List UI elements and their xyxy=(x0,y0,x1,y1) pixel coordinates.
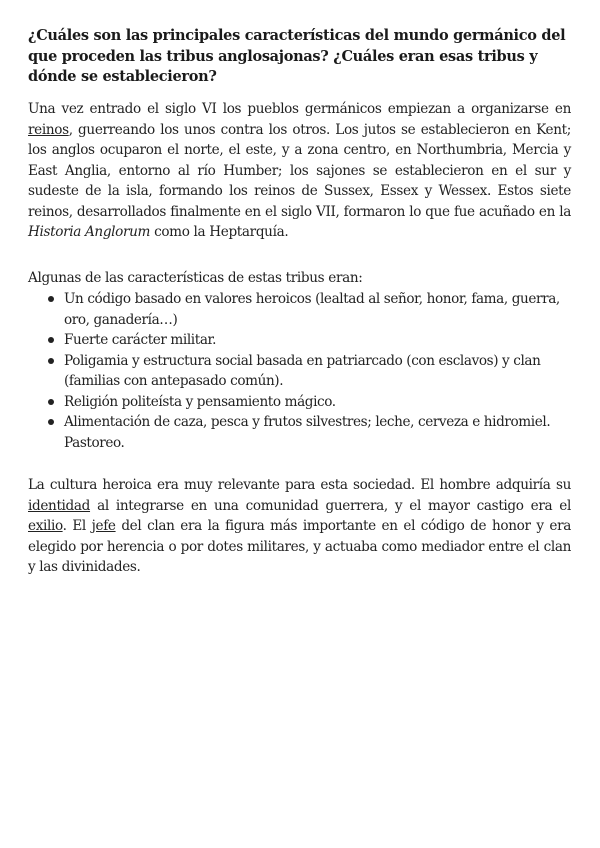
bullet-icon xyxy=(48,296,54,302)
list-item xyxy=(28,412,568,453)
list-item-text: Un código basado en valores heroicos (lealtad al señor, honor, fama, guerra, oro, ganadería…) xyxy=(64,291,560,328)
paragraph3-text-b: al integrarse en una comunidad guerrera, y el mayor castigo era el xyxy=(90,497,571,514)
paragraph1-text-a: Una vez entrado el siglo VI los pueblos germánicos empiezan a organizarse en xyxy=(28,101,571,117)
paragraph3-text-c: . El xyxy=(62,518,92,534)
characteristics-intro: Algunas de las características de estas tribus eran: xyxy=(28,270,363,286)
list-item xyxy=(28,330,568,351)
paragraph3-text-d: del clan era la figura más importante en el código de honor y era elegido por herencia o por dotes militares, y actuaba como mediador entre el clan y las divinidades. xyxy=(28,518,571,575)
identidad-link[interactable]: identidad xyxy=(28,497,91,514)
paragraph3-text-a: La cultura heroica era muy relevante para esta sociedad. El hombre adquiría su xyxy=(28,477,571,493)
list-item-text: Poligamia y estructura social basada en patriarcado (con esclavos) y clan (familias con antepasado común). xyxy=(64,352,541,389)
paragraph1-text-c: como la Heptarquía. xyxy=(150,224,289,240)
bullet-icon xyxy=(48,399,54,405)
question-heading: ¿Cuáles son las principales características del mundo germánico del que proceden las tribus anglosajonas? ¿Cuáles eran esas tribus y dónde se establecieron? xyxy=(28,27,566,85)
bullet-icon xyxy=(48,337,54,343)
paragraph-germanic-kingdoms xyxy=(28,99,571,243)
jefe-link[interactable]: jefe xyxy=(91,518,116,534)
list-item xyxy=(28,392,568,413)
paragraph1-text-b: , guerreando los unos contra los otros. Los jutos se establecieron en Kent; los anglos ocuparon el norte, el este, y a zona centro, en Northumbria, Mercia y East Anglia, entorno al río Humber; los sajones se establecieron en el sur y sudeste de la isla, formando los reinos de Sussex, Essex y Wessex. Estos siete reinos, desarrollados finalmente en el siglo VII, formaron lo que fue acuñado en la xyxy=(28,121,571,220)
list-item xyxy=(28,351,568,392)
historia-anglorum-title: Historia Anglorum xyxy=(28,224,151,240)
exilio-link[interactable]: exilio xyxy=(28,518,63,534)
list-item-text: Alimentación de caza, pesca y frutos silvestres; leche, cerveza e hidromiel. Pastoreo. xyxy=(64,414,551,451)
list-item xyxy=(28,289,568,330)
bullet-icon xyxy=(48,419,54,425)
list-item-text: Religión politeísta y pensamiento mágico. xyxy=(64,393,336,410)
reinos-link[interactable]: reinos xyxy=(28,121,69,138)
paragraph-heroic-culture xyxy=(28,475,571,578)
bullet-icon xyxy=(48,358,54,364)
list-item-text: Fuerte carácter militar. xyxy=(64,332,217,348)
characteristics-list xyxy=(28,289,568,453)
